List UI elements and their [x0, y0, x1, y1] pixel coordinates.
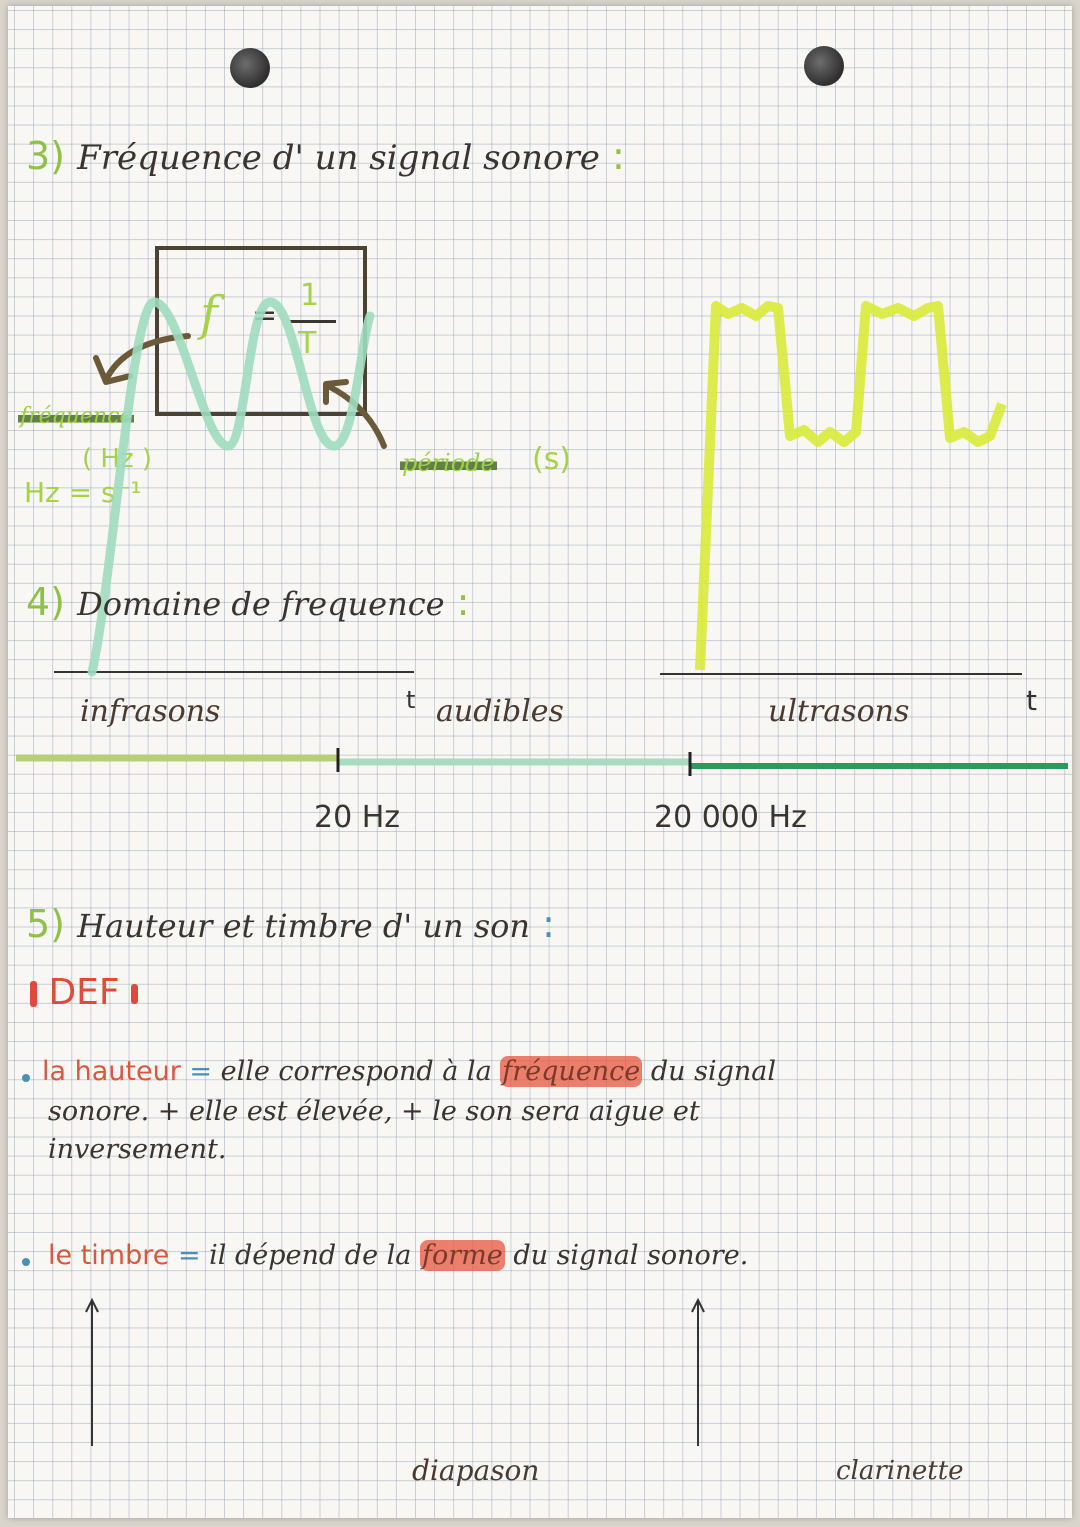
section4-colon: :: [456, 580, 470, 624]
sine-axis-t-label: t: [406, 686, 416, 714]
label-ultrasons: ultrasons: [768, 694, 910, 729]
def-label: [30, 972, 138, 1013]
timbre-text: il dépend de la: [209, 1240, 412, 1271]
section5-colon: :: [542, 902, 555, 946]
square-axis-t-label: t: [1026, 684, 1037, 717]
section4-title: Domaine de frequence: [77, 585, 445, 623]
timbre-bullet: [22, 1258, 30, 1266]
def-bullet-right: [131, 984, 138, 1004]
label-audibles: audibles: [436, 694, 564, 729]
hauteur-bullet: [22, 1074, 30, 1082]
unit-s: (s): [532, 442, 572, 477]
timbre-eq: =: [177, 1240, 201, 1271]
hauteur-line1: [42, 1056, 776, 1087]
section5-number: 5): [26, 902, 66, 946]
section4-number: 4): [26, 580, 66, 624]
def-bullet-left: [30, 981, 37, 1007]
section4-heading: [26, 580, 469, 624]
formula-equals: =: [252, 298, 278, 333]
hauteur-term: la hauteur: [42, 1056, 181, 1087]
notebook-page: [8, 6, 1072, 1518]
section3-title: Fréquence d' un signal sonore: [77, 138, 600, 178]
section5-title: Hauteur et timbre d' un son: [77, 907, 531, 945]
section3-number: 3): [26, 134, 66, 178]
formula-f: f: [200, 286, 218, 342]
drawings-layer: [8, 6, 1072, 1518]
hauteur-text1-end: du signal: [650, 1056, 777, 1087]
unit-hz-paren: ( Hz ): [82, 444, 153, 474]
unit-hz-def: Hz = s⁻¹: [24, 476, 142, 509]
label-infrasons: infrasons: [80, 694, 221, 729]
formula-denominator: T: [298, 326, 317, 361]
timbre-text-end: du signal sonore.: [513, 1240, 749, 1271]
section3-colon: :: [611, 134, 625, 178]
hauteur-eq: =: [189, 1056, 213, 1087]
hauteur-highlight: fréquence: [502, 1056, 641, 1087]
label-frequence: fréquence: [20, 404, 133, 429]
square-wave: [700, 306, 1002, 670]
hauteur-line2: sonore. + elle est élevée, + le son sera aigue et: [48, 1096, 700, 1127]
label-diapason: diapason: [412, 1454, 540, 1487]
formula-numerator: 1: [300, 278, 320, 313]
timbre-highlight: forme: [421, 1240, 503, 1271]
tick-label-20hz: 20 Hz: [314, 800, 401, 835]
label-periode: période: [402, 449, 495, 477]
timbre-term: le timbre: [48, 1240, 170, 1271]
tick-label-20000hz: 20 000 Hz: [654, 800, 807, 835]
def-text: DEF: [48, 972, 120, 1013]
hauteur-text1: elle correspond à la: [220, 1056, 492, 1087]
label-clarinette: clarinette: [836, 1456, 964, 1486]
section5-heading: [26, 902, 555, 946]
timbre-line: [48, 1240, 748, 1271]
hauteur-line3: inversement.: [48, 1134, 227, 1165]
